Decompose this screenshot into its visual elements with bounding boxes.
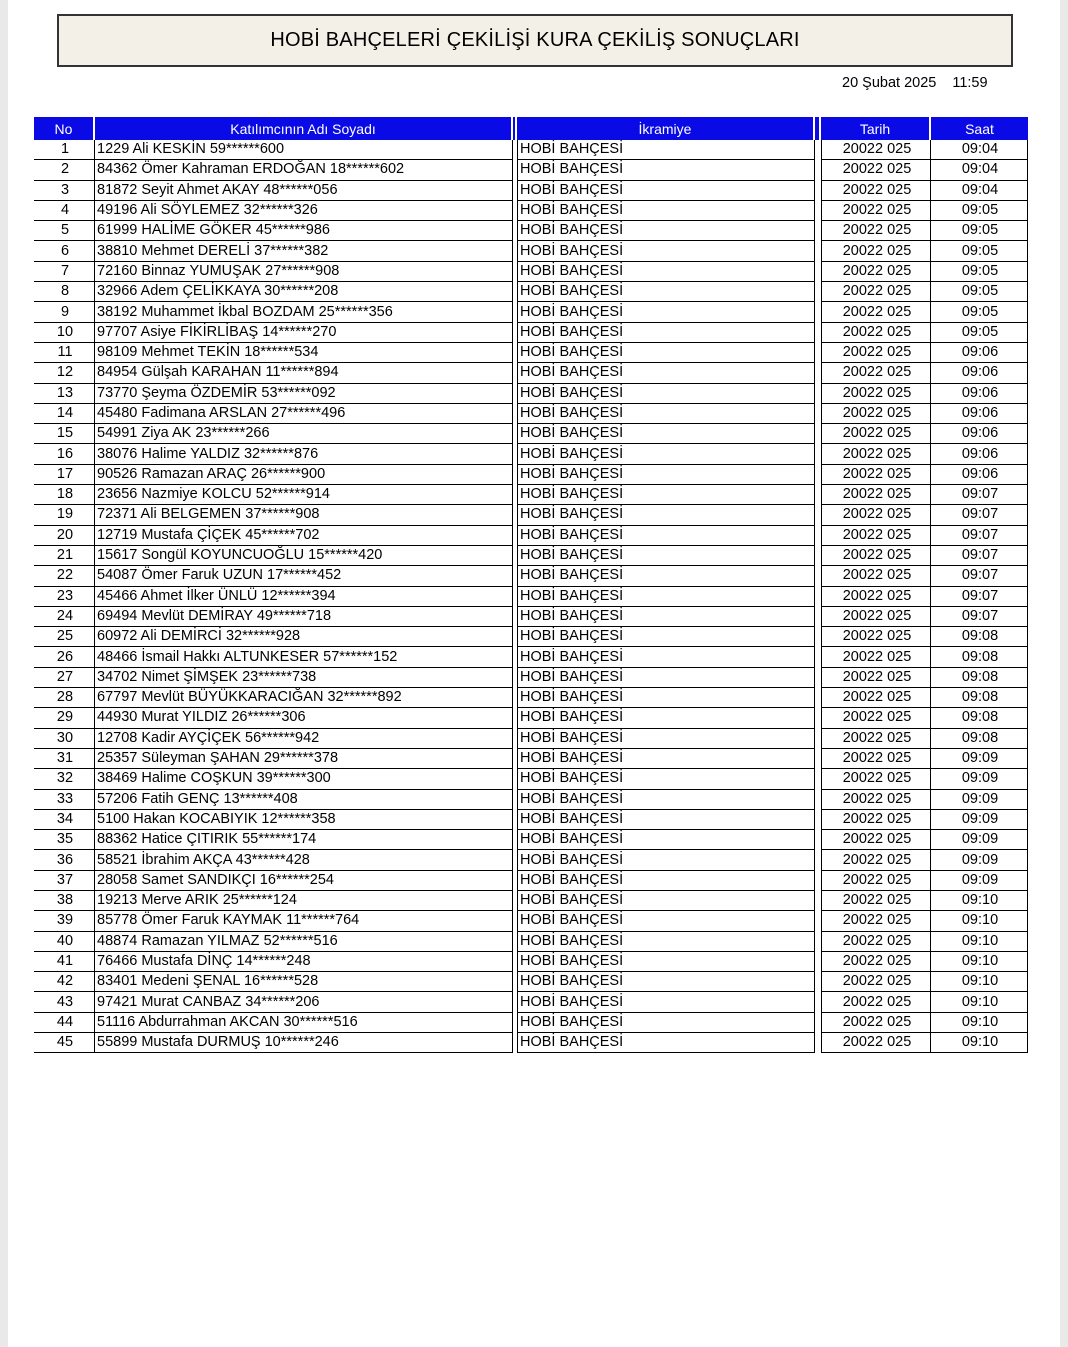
row-time: 09:06	[931, 404, 1028, 424]
row-time: 09:08	[931, 668, 1028, 688]
row-participant-name: 81872 Seyit Ahmet AKAY 48******056	[95, 181, 513, 201]
row-participant-name: 84954 Gülşah KARAHAN 11******894	[95, 363, 513, 383]
row-time: 09:10	[931, 972, 1028, 992]
row-participant-name: 45466 Ahmet İlker ÜNLÜ 12******394	[95, 587, 513, 607]
row-time: 09:09	[931, 810, 1028, 830]
table-row	[34, 546, 1028, 566]
table-row	[34, 323, 1028, 343]
row-no: 42	[34, 972, 95, 992]
row-prize: HOBİ BAHÇESİ	[517, 810, 815, 830]
page-edge-right	[1060, 0, 1068, 1347]
row-prize: HOBİ BAHÇESİ	[517, 546, 815, 566]
row-time: 09:10	[931, 1033, 1028, 1053]
row-time: 09:10	[931, 992, 1028, 1012]
row-participant-name: 12719 Mustafa ÇİÇEK 45******702	[95, 526, 513, 546]
row-no: 9	[34, 302, 95, 322]
row-prize: HOBİ BAHÇESİ	[517, 627, 815, 647]
row-time: 09:09	[931, 769, 1028, 789]
table-header-row	[34, 117, 1028, 140]
row-time: 09:05	[931, 201, 1028, 221]
row-time: 09:05	[931, 302, 1028, 322]
row-prize: HOBİ BAHÇESİ	[517, 911, 815, 931]
row-no: 26	[34, 647, 95, 667]
row-time: 09:07	[931, 566, 1028, 586]
row-date: 20022 025	[821, 850, 931, 870]
row-prize: HOBİ BAHÇESİ	[517, 647, 815, 667]
row-participant-name: 38076 Halime YALDIZ 32******876	[95, 444, 513, 464]
row-date: 20022 025	[821, 465, 931, 485]
header-prize: İkramiye	[517, 117, 815, 140]
row-no: 44	[34, 1013, 95, 1033]
row-participant-name: 88362 Hatice ÇITIRIK 55******174	[95, 830, 513, 850]
row-time: 09:10	[931, 891, 1028, 911]
table-row	[34, 871, 1028, 891]
row-date: 20022 025	[821, 241, 931, 261]
row-date: 20022 025	[821, 566, 931, 586]
row-time: 09:10	[931, 1013, 1028, 1033]
row-time: 09:04	[931, 181, 1028, 201]
table-row	[34, 627, 1028, 647]
row-no: 2	[34, 160, 95, 180]
page-edge-left	[0, 0, 8, 1347]
row-no: 16	[34, 444, 95, 464]
document-title: HOBİ BAHÇELERİ ÇEKİLİŞİ KURA ÇEKİLİŞ SONUÇLARI	[270, 29, 800, 51]
table-row	[34, 830, 1028, 850]
row-time: 09:10	[931, 952, 1028, 972]
table-row	[34, 140, 1028, 160]
row-prize: HOBİ BAHÇESİ	[517, 444, 815, 464]
row-date: 20022 025	[821, 140, 931, 160]
row-participant-name: 48466 İsmail Hakkı ALTUNKESER 57******152	[95, 647, 513, 667]
row-date: 20022 025	[821, 384, 931, 404]
row-prize: HOBİ BAHÇESİ	[517, 262, 815, 282]
row-participant-name: 19213 Merve ARIK 25******124	[95, 891, 513, 911]
row-participant-name: 83401 Medeni ŞENAL 16******528	[95, 972, 513, 992]
table-row	[34, 343, 1028, 363]
row-time: 09:07	[931, 526, 1028, 546]
row-prize: HOBİ BAHÇESİ	[517, 1033, 815, 1053]
row-no: 24	[34, 607, 95, 627]
row-no: 21	[34, 546, 95, 566]
table-row	[34, 972, 1028, 992]
print-datetime	[842, 75, 988, 91]
row-participant-name: 58521 İbrahim AKÇA 43******428	[95, 850, 513, 870]
row-time: 09:06	[931, 343, 1028, 363]
row-no: 37	[34, 871, 95, 891]
row-no: 5	[34, 221, 95, 241]
row-no: 18	[34, 485, 95, 505]
header-no: No	[34, 117, 95, 140]
row-participant-name: 5100 Hakan KOCABIYIK 12******358	[95, 810, 513, 830]
row-no: 30	[34, 729, 95, 749]
row-date: 20022 025	[821, 526, 931, 546]
table-row	[34, 729, 1028, 749]
row-time: 09:05	[931, 323, 1028, 343]
table-row	[34, 790, 1028, 810]
row-date: 20022 025	[821, 952, 931, 972]
table-row	[34, 1013, 1028, 1033]
table-row	[34, 850, 1028, 870]
row-participant-name: 1229 Ali KESKİN 59******600	[95, 140, 513, 160]
row-participant-name: 23656 Nazmiye KOLCU 52******914	[95, 485, 513, 505]
row-prize: HOBİ BAHÇESİ	[517, 1013, 815, 1033]
row-time: 09:10	[931, 911, 1028, 931]
row-prize: HOBİ BAHÇESİ	[517, 140, 815, 160]
row-prize: HOBİ BAHÇESİ	[517, 566, 815, 586]
row-prize: HOBİ BAHÇESİ	[517, 749, 815, 769]
row-no: 33	[34, 790, 95, 810]
table-row	[34, 607, 1028, 627]
row-participant-name: 57206 Fatih GENÇ 13******408	[95, 790, 513, 810]
row-time: 09:09	[931, 790, 1028, 810]
row-participant-name: 38192 Muhammet İkbal BOZDAM 25******356	[95, 302, 513, 322]
row-date: 20022 025	[821, 424, 931, 444]
row-participant-name: 72160 Binnaz YUMUŞAK 27******908	[95, 262, 513, 282]
row-date: 20022 025	[821, 363, 931, 383]
row-date: 20022 025	[821, 749, 931, 769]
row-date: 20022 025	[821, 708, 931, 728]
row-prize: HOBİ BAHÇESİ	[517, 607, 815, 627]
row-no: 17	[34, 465, 95, 485]
row-no: 40	[34, 932, 95, 952]
table-row	[34, 647, 1028, 667]
row-prize: HOBİ BAHÇESİ	[517, 160, 815, 180]
row-time: 09:07	[931, 607, 1028, 627]
table-row	[34, 891, 1028, 911]
table-row	[34, 668, 1028, 688]
row-no: 11	[34, 343, 95, 363]
table-row	[34, 262, 1028, 282]
row-prize: HOBİ BAHÇESİ	[517, 201, 815, 221]
row-time: 09:05	[931, 262, 1028, 282]
row-prize: HOBİ BAHÇESİ	[517, 363, 815, 383]
row-time: 09:06	[931, 363, 1028, 383]
row-date: 20022 025	[821, 627, 931, 647]
row-time: 09:08	[931, 729, 1028, 749]
row-date: 20022 025	[821, 810, 931, 830]
row-participant-name: 48874 Ramazan YILMAZ 52******516	[95, 932, 513, 952]
row-no: 23	[34, 587, 95, 607]
table-row	[34, 363, 1028, 383]
row-time: 09:07	[931, 587, 1028, 607]
row-prize: HOBİ BAHÇESİ	[517, 790, 815, 810]
row-no: 22	[34, 566, 95, 586]
header-date: Tarih	[821, 117, 931, 140]
row-no: 19	[34, 505, 95, 525]
row-time: 09:04	[931, 160, 1028, 180]
row-prize: HOBİ BAHÇESİ	[517, 708, 815, 728]
row-prize: HOBİ BAHÇESİ	[517, 952, 815, 972]
row-no: 8	[34, 282, 95, 302]
row-prize: HOBİ BAHÇESİ	[517, 221, 815, 241]
row-prize: HOBİ BAHÇESİ	[517, 668, 815, 688]
row-prize: HOBİ BAHÇESİ	[517, 932, 815, 952]
table-row	[34, 384, 1028, 404]
row-time: 09:06	[931, 384, 1028, 404]
print-time: 11:59	[952, 75, 988, 91]
row-no: 31	[34, 749, 95, 769]
row-participant-name: 76466 Mustafa DİNÇ 14******248	[95, 952, 513, 972]
row-date: 20022 025	[821, 932, 931, 952]
table-row	[34, 688, 1028, 708]
row-participant-name: 28058 Samet SANDIKÇI 16******254	[95, 871, 513, 891]
table-row	[34, 282, 1028, 302]
row-date: 20022 025	[821, 729, 931, 749]
row-prize: HOBİ BAHÇESİ	[517, 181, 815, 201]
row-date: 20022 025	[821, 769, 931, 789]
row-prize: HOBİ BAHÇESİ	[517, 769, 815, 789]
row-no: 1	[34, 140, 95, 160]
row-date: 20022 025	[821, 302, 931, 322]
row-no: 10	[34, 323, 95, 343]
row-date: 20022 025	[821, 201, 931, 221]
row-date: 20022 025	[821, 505, 931, 525]
row-no: 14	[34, 404, 95, 424]
row-time: 09:09	[931, 749, 1028, 769]
row-prize: HOBİ BAHÇESİ	[517, 992, 815, 1012]
row-prize: HOBİ BAHÇESİ	[517, 688, 815, 708]
print-date: 20 Şubat 2025	[842, 75, 937, 91]
table-row	[34, 201, 1028, 221]
row-no: 13	[34, 384, 95, 404]
table-row	[34, 404, 1028, 424]
row-prize: HOBİ BAHÇESİ	[517, 830, 815, 850]
table-row	[34, 241, 1028, 261]
row-no: 20	[34, 526, 95, 546]
row-date: 20022 025	[821, 607, 931, 627]
row-participant-name: 38810 Mehmet DERELİ 37******382	[95, 241, 513, 261]
row-time: 09:08	[931, 708, 1028, 728]
table-row	[34, 221, 1028, 241]
table-row	[34, 505, 1028, 525]
row-participant-name: 72371 Ali BELGEMEN 37******908	[95, 505, 513, 525]
table-row	[34, 952, 1028, 972]
row-participant-name: 61999 HALİME GÖKER 45******986	[95, 221, 513, 241]
row-no: 27	[34, 668, 95, 688]
table-row	[34, 810, 1028, 830]
table-row	[34, 992, 1028, 1012]
row-participant-name: 84362 Ömer Kahraman ERDOĞAN 18******602	[95, 160, 513, 180]
row-time: 09:07	[931, 485, 1028, 505]
table-row	[34, 769, 1028, 789]
row-participant-name: 49196 Ali SÖYLEMEZ 32******326	[95, 201, 513, 221]
row-prize: HOBİ BAHÇESİ	[517, 850, 815, 870]
row-no: 45	[34, 1033, 95, 1053]
row-time: 09:05	[931, 241, 1028, 261]
row-date: 20022 025	[821, 160, 931, 180]
row-date: 20022 025	[821, 830, 931, 850]
table-row	[34, 424, 1028, 444]
row-participant-name: 54991 Ziya AK 23******266	[95, 424, 513, 444]
row-no: 32	[34, 769, 95, 789]
table-row	[34, 1033, 1028, 1053]
row-time: 09:10	[931, 932, 1028, 952]
row-date: 20022 025	[821, 668, 931, 688]
row-prize: HOBİ BAHÇESİ	[517, 729, 815, 749]
row-time: 09:07	[931, 546, 1028, 566]
table-row	[34, 932, 1028, 952]
table-row	[34, 708, 1028, 728]
row-time: 09:08	[931, 647, 1028, 667]
row-participant-name: 85778 Ömer Faruk KAYMAK 11******764	[95, 911, 513, 931]
table-row	[34, 485, 1028, 505]
row-participant-name: 97421 Murat CANBAZ 34******206	[95, 992, 513, 1012]
table-row	[34, 749, 1028, 769]
row-participant-name: 44930 Murat YILDIZ 26******306	[95, 708, 513, 728]
row-date: 20022 025	[821, 587, 931, 607]
row-prize: HOBİ BAHÇESİ	[517, 972, 815, 992]
row-prize: HOBİ BAHÇESİ	[517, 505, 815, 525]
row-no: 12	[34, 363, 95, 383]
table-row	[34, 444, 1028, 464]
row-prize: HOBİ BAHÇESİ	[517, 302, 815, 322]
row-participant-name: 69494 Mevlüt DEMİRAY 49******718	[95, 607, 513, 627]
row-date: 20022 025	[821, 282, 931, 302]
table-row	[34, 911, 1028, 931]
row-prize: HOBİ BAHÇESİ	[517, 241, 815, 261]
row-prize: HOBİ BAHÇESİ	[517, 323, 815, 343]
row-no: 34	[34, 810, 95, 830]
row-date: 20022 025	[821, 911, 931, 931]
row-prize: HOBİ BAHÇESİ	[517, 424, 815, 444]
row-prize: HOBİ BAHÇESİ	[517, 485, 815, 505]
row-no: 6	[34, 241, 95, 261]
row-date: 20022 025	[821, 647, 931, 667]
row-participant-name: 54087 Ömer Faruk UZUN 17******452	[95, 566, 513, 586]
row-date: 20022 025	[821, 546, 931, 566]
row-no: 3	[34, 181, 95, 201]
row-participant-name: 15617 Songül KOYUNCUOĞLU 15******420	[95, 546, 513, 566]
row-prize: HOBİ BAHÇESİ	[517, 526, 815, 546]
row-date: 20022 025	[821, 871, 931, 891]
results-table	[34, 117, 1028, 1053]
row-date: 20022 025	[821, 404, 931, 424]
row-date: 20022 025	[821, 444, 931, 464]
row-no: 38	[34, 891, 95, 911]
row-participant-name: 67797 Mevlüt BÜYÜKKARACIĞAN 32******892	[95, 688, 513, 708]
row-date: 20022 025	[821, 485, 931, 505]
row-time: 09:04	[931, 140, 1028, 160]
row-participant-name: 45480 Fadimana ARSLAN 27******496	[95, 404, 513, 424]
row-date: 20022 025	[821, 262, 931, 282]
row-participant-name: 34702 Nimet ŞİMŞEK 23******738	[95, 668, 513, 688]
row-no: 39	[34, 911, 95, 931]
row-time: 09:06	[931, 465, 1028, 485]
row-time: 09:08	[931, 627, 1028, 647]
row-prize: HOBİ BAHÇESİ	[517, 891, 815, 911]
row-prize: HOBİ BAHÇESİ	[517, 282, 815, 302]
table-row	[34, 587, 1028, 607]
row-participant-name: 32966 Adem ÇELİKKAYA 30******208	[95, 282, 513, 302]
row-participant-name: 60972 Ali DEMİRCİ 32******928	[95, 627, 513, 647]
row-date: 20022 025	[821, 323, 931, 343]
row-time: 09:06	[931, 444, 1028, 464]
row-no: 41	[34, 952, 95, 972]
row-time: 09:09	[931, 850, 1028, 870]
row-date: 20022 025	[821, 992, 931, 1012]
row-no: 4	[34, 201, 95, 221]
row-prize: HOBİ BAHÇESİ	[517, 384, 815, 404]
table-row	[34, 160, 1028, 180]
row-date: 20022 025	[821, 688, 931, 708]
row-participant-name: 97707 Asiye FİKİRLİBAŞ 14******270	[95, 323, 513, 343]
table-row	[34, 465, 1028, 485]
row-prize: HOBİ BAHÇESİ	[517, 404, 815, 424]
row-participant-name: 51116 Abdurrahman AKCAN 30******516	[95, 1013, 513, 1033]
row-date: 20022 025	[821, 1013, 931, 1033]
row-date: 20022 025	[821, 891, 931, 911]
row-participant-name: 98109 Mehmet TEKİN 18******534	[95, 343, 513, 363]
row-no: 7	[34, 262, 95, 282]
row-prize: HOBİ BAHÇESİ	[517, 343, 815, 363]
row-no: 28	[34, 688, 95, 708]
row-no: 43	[34, 992, 95, 1012]
row-time: 09:09	[931, 830, 1028, 850]
row-time: 09:05	[931, 282, 1028, 302]
row-date: 20022 025	[821, 181, 931, 201]
row-participant-name: 12708 Kadir AYÇİÇEK 56******942	[95, 729, 513, 749]
row-time: 09:05	[931, 221, 1028, 241]
row-prize: HOBİ BAHÇESİ	[517, 465, 815, 485]
row-date: 20022 025	[821, 790, 931, 810]
row-participant-name: 73770 Şeyma ÖZDEMİR 53******092	[95, 384, 513, 404]
header-time: Saat	[931, 117, 1028, 140]
row-no: 35	[34, 830, 95, 850]
row-participant-name: 25357 Süleyman ŞAHAN 29******378	[95, 749, 513, 769]
row-participant-name: 90526 Ramazan ARAÇ 26******900	[95, 465, 513, 485]
row-date: 20022 025	[821, 343, 931, 363]
row-date: 20022 025	[821, 972, 931, 992]
row-time: 09:09	[931, 871, 1028, 891]
table-row	[34, 302, 1028, 322]
row-prize: HOBİ BAHÇESİ	[517, 587, 815, 607]
row-participant-name: 38469 Halime COŞKUN 39******300	[95, 769, 513, 789]
row-no: 29	[34, 708, 95, 728]
row-date: 20022 025	[821, 1033, 931, 1053]
row-time: 09:06	[931, 424, 1028, 444]
row-date: 20022 025	[821, 221, 931, 241]
row-no: 15	[34, 424, 95, 444]
row-time: 09:07	[931, 505, 1028, 525]
table-row	[34, 181, 1028, 201]
row-time: 09:08	[931, 688, 1028, 708]
row-prize: HOBİ BAHÇESİ	[517, 871, 815, 891]
row-no: 25	[34, 627, 95, 647]
document-title-box	[57, 14, 1013, 67]
header-name: Katılımcının Adı Soyadı	[95, 117, 513, 140]
table-row	[34, 566, 1028, 586]
row-no: 36	[34, 850, 95, 870]
row-participant-name: 55899 Mustafa DURMUŞ 10******246	[95, 1033, 513, 1053]
table-row	[34, 526, 1028, 546]
